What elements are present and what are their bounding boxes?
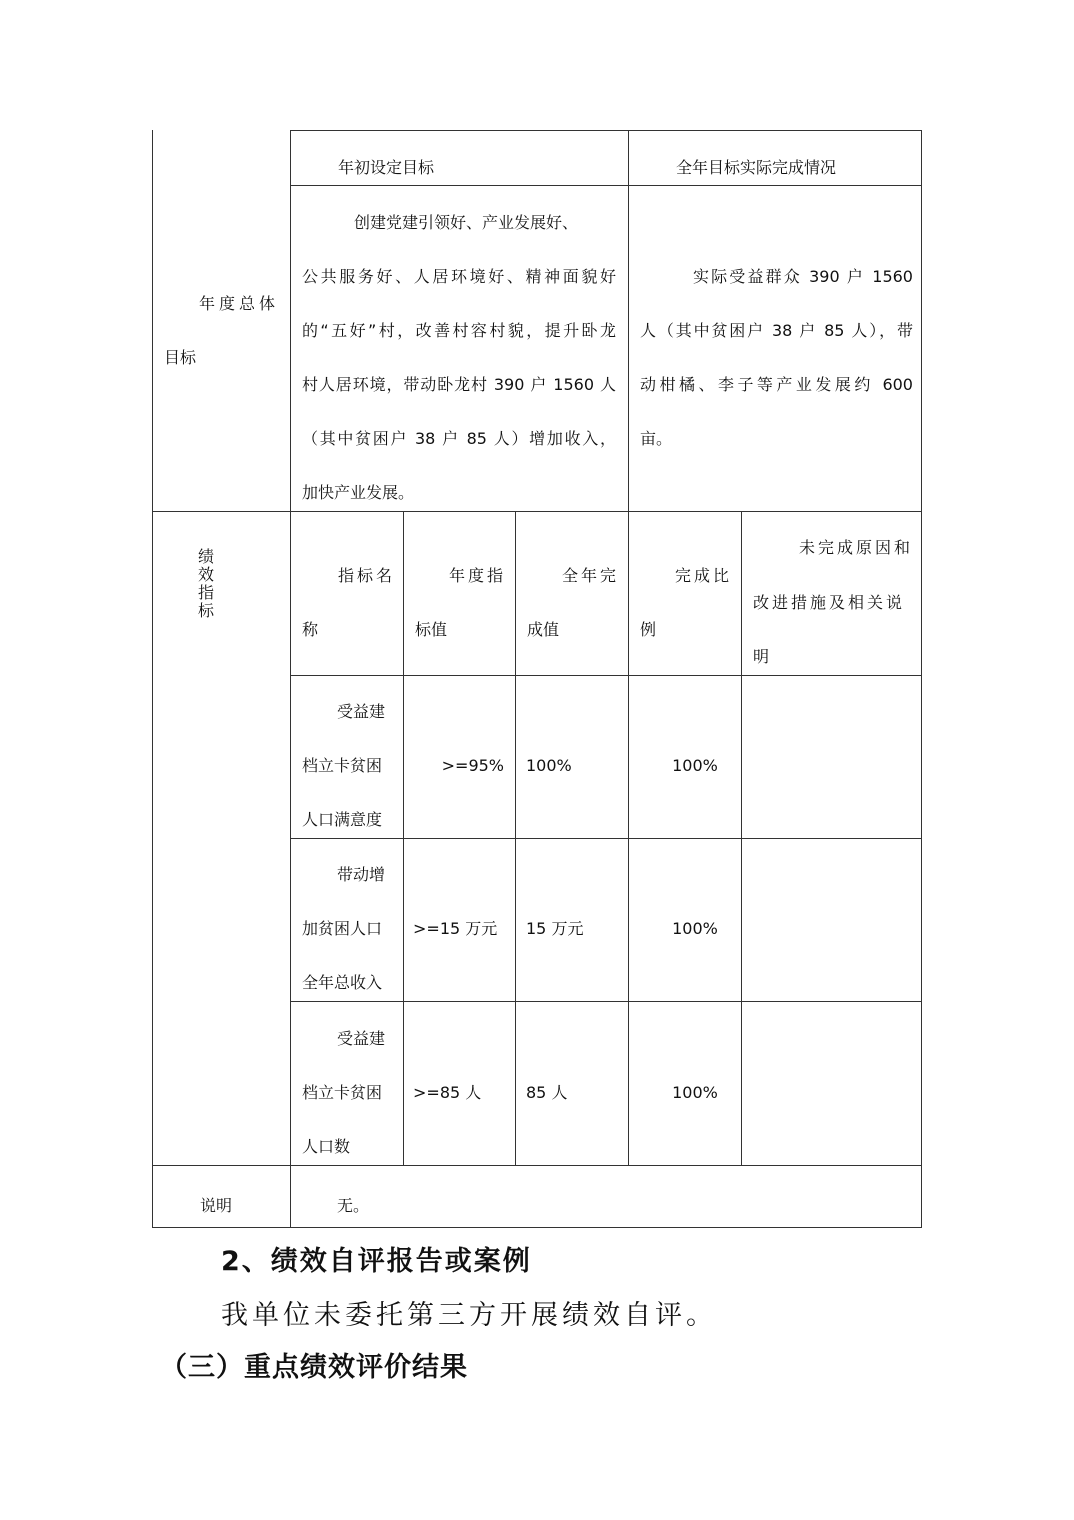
row-name: 档立卡贫困 xyxy=(302,1083,383,1102)
row-ratio: 100% xyxy=(672,1083,718,1102)
actual-line: 人（其中贫困户 38 户 85 人），带 xyxy=(640,321,913,340)
target-line: 创建党建引领好、产业发展好、 xyxy=(354,213,579,232)
perf-label-char: 效 xyxy=(197,565,214,584)
header-ratio: 例 xyxy=(640,620,657,639)
row-full: 85 人 xyxy=(526,1083,568,1102)
row-name: 人口满意度 xyxy=(302,810,383,829)
col-header-target: 年初设定目标 xyxy=(338,158,435,177)
header-full: 成值 xyxy=(527,620,560,639)
header-reason: 改进措施及相关说 xyxy=(753,593,906,612)
perf-label-char: 标 xyxy=(197,601,214,620)
target-line: 公共服务好、人居环境好、精神面貌好 xyxy=(302,267,616,286)
actual-line: 动柑橘、李子等产业发展约 600 xyxy=(640,375,913,394)
section-heading-key-results: （三）重点绩效评价结果 xyxy=(160,1352,468,1383)
target-line: 加快产业发展。 xyxy=(302,483,415,502)
goal-label-line1: 年度总体 xyxy=(199,294,280,313)
note-label: 说明 xyxy=(200,1196,233,1215)
section-heading-self-eval: 2、绩效自评报告或案例 xyxy=(221,1246,532,1277)
col-header-actual: 全年目标实际完成情况 xyxy=(676,158,837,177)
section-body-self-eval: 我单位未委托第三方开展绩效自评。 xyxy=(221,1300,717,1331)
row-annual: >=85 人 xyxy=(413,1083,482,1102)
row-full: 100% xyxy=(526,756,572,775)
header-reason: 明 xyxy=(753,647,770,666)
row-annual: >=15 万元 xyxy=(413,919,498,938)
row-name: 档立卡贫困 xyxy=(302,756,383,775)
row-full: 15 万元 xyxy=(526,919,584,938)
row-name: 受益建 xyxy=(337,702,386,721)
perf-label xyxy=(196,548,216,620)
target-line: 村人居环境，带动卧龙村 390 户 1560 人 xyxy=(302,375,616,394)
perf-label-char: 指 xyxy=(197,583,214,602)
row-name: 加贫困人口 xyxy=(302,919,383,938)
actual-line: 实际受益群众 390 户 1560 xyxy=(693,267,913,286)
row-name: 全年总收入 xyxy=(302,973,383,992)
perf-label-char: 绩 xyxy=(197,547,214,566)
row-ratio: 100% xyxy=(672,919,718,938)
header-annual: 年度指 xyxy=(448,566,506,585)
header-reason: 未完成原因和 xyxy=(798,538,913,557)
header-annual: 标值 xyxy=(415,620,448,639)
note-value: 无。 xyxy=(337,1196,370,1215)
row-name: 带动增 xyxy=(337,865,386,884)
row-name: 受益建 xyxy=(337,1029,386,1048)
row-annual: >=95% xyxy=(441,756,504,775)
row-name: 人口数 xyxy=(302,1137,351,1156)
header-ratio: 完成比 xyxy=(674,566,732,585)
row-ratio: 100% xyxy=(672,756,718,775)
target-line: （其中贫困户 38 户 85 人）增加收入， xyxy=(302,429,616,448)
actual-line: 亩。 xyxy=(640,429,673,448)
goal-label-line2: 目标 xyxy=(164,348,197,367)
header-name: 称 xyxy=(302,620,319,639)
header-name: 指标名 xyxy=(337,566,395,585)
target-line: 的“五好”村，改善村容村貌，提升卧龙 xyxy=(302,321,616,340)
header-full: 全年完 xyxy=(561,566,619,585)
